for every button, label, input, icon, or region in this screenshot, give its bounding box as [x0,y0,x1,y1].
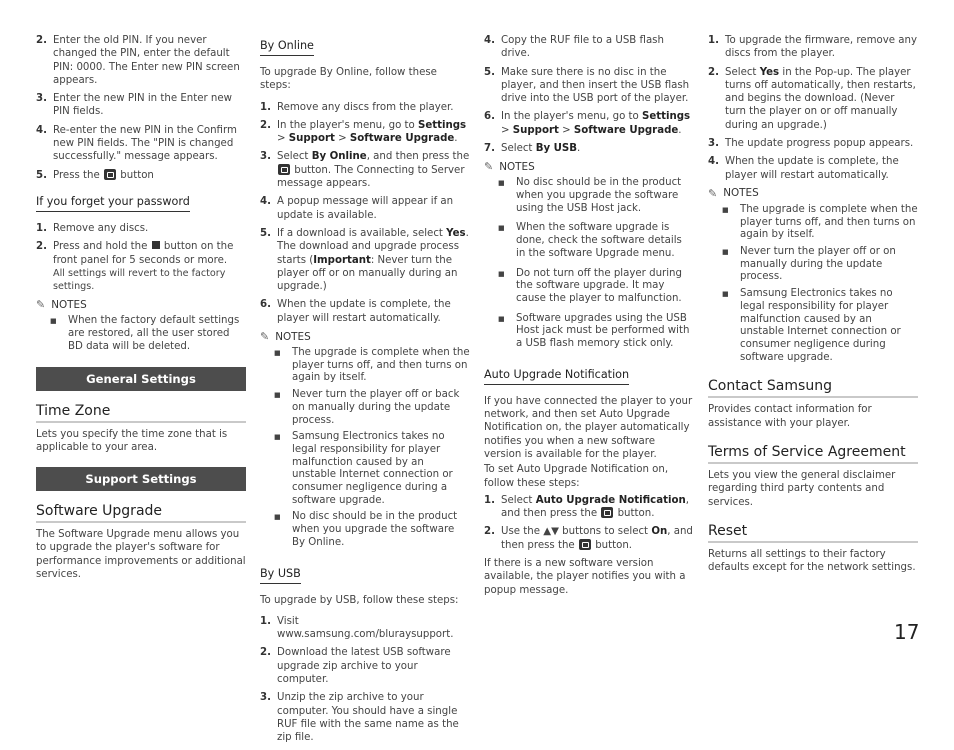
step-text [277,227,470,293]
pencil-icon: ✎ [36,298,46,312]
step-number: 4. [36,124,47,136]
list-item [708,137,918,150]
pencil-icon: ✎ [708,186,718,200]
step-number: 5. [484,66,495,78]
step-text-post: button [120,169,154,181]
forgot-password-heading: If you forget your password [36,195,190,212]
list-item [36,124,246,164]
list-item [484,494,694,521]
terms-heading: Terms of Service Agreement [708,444,918,464]
menu-support: Support [512,124,559,136]
step-number: 5. [36,169,47,181]
list-item [274,511,470,549]
online-steps [260,101,470,325]
step-text: Unzip the zip archive to your computer. You should have a single RUF file with the same name as the zip file. [277,692,459,744]
list-item [36,34,246,87]
note-text: Samsung Electronics takes no legal responsibility for player malfunction caused by an unstable Internet connection or consumer negligence during software upgrade. [740,288,901,363]
notes-list [36,315,246,353]
step-text [53,169,246,182]
bullet-icon: ■ [722,290,729,299]
step-text [725,66,918,132]
step-text: Copy the RUF file to a USB flash drive. [501,35,664,60]
notes-heading [484,160,694,173]
note-text: Do not turn off the player during the software upgrade. It may cause the player to malfunction. [516,267,682,304]
bullet-icon: ■ [274,391,281,400]
note-text: Software upgrades using the USB Host jack must be performed with a USB flash memory stick only. [516,312,690,350]
list-item [498,222,694,260]
list-item [708,155,918,182]
step-text: Re-enter the new PIN in the Confirm new PIN fields. The "PIN is changed successfully." message appears. [53,124,237,163]
note-text: Never turn the player off or back on manually during the update process. [292,389,460,426]
upgrade-steps [708,34,918,182]
stop-button-icon [152,241,160,249]
menu-by-online: By Online [311,151,367,163]
list-item [498,177,694,215]
bullet-icon: ■ [274,349,281,358]
support-settings-bar: Support Settings [36,467,246,491]
page-number: 17 [894,620,920,644]
step-text: Enter the old PIN. If you never changed the PIN, enter the default PIN: 0000. The Enter new PIN screen appears. [53,35,240,86]
list-item [260,227,470,293]
contact-samsung-text: Provides contact information for assistance with your player. [708,404,872,429]
list-item [50,315,246,353]
step-text: Download the latest USB software upgrade zip archive to your computer. [277,647,451,686]
step-number: 3. [36,93,47,105]
step-text-post: button on the front panel for 5 seconds or more. [53,241,234,266]
list-item [36,240,246,293]
step-text: Visit www.samsung.com/bluraysupport. [277,615,454,641]
auto-upgrade-intro: To set Auto Upgrade Notification on, follow these steps: [484,464,669,489]
up-down-arrow-icon: ▲▼ [543,526,559,538]
enter-button-icon [104,169,116,180]
bullet-icon: ■ [498,314,505,323]
bullet-icon: ■ [498,224,505,233]
step-number: 1. [708,35,719,46]
step-number: 3. [260,692,271,704]
notes-list [260,347,470,550]
column-4 [708,34,918,574]
important-label: Important [313,254,371,266]
list-item [274,347,470,385]
step-text: When the update is complete, the player will restart automatically. [277,299,451,324]
list-item [260,150,470,190]
step-number: 4. [260,196,271,208]
contact-samsung-heading: Contact Samsung [708,378,918,398]
notes-heading [260,330,470,343]
step-number: 7. [484,143,495,155]
step-text [53,240,246,293]
note-text: The upgrade is complete when the player turns off, and then turns on again by itself. [740,203,918,241]
notes-heading [36,298,246,311]
list-item [722,246,918,284]
bullet-icon: ■ [498,179,505,188]
usb-steps-continued [484,34,694,155]
step-text-mid: . The download and upgrade process starts ( [277,227,469,266]
list-item [260,195,470,222]
step-number: 1. [260,615,271,627]
notes-list [484,177,694,350]
option-on: On [651,526,668,538]
note-text: Never turn the player off or on manually during the update process. [740,246,896,283]
list-item [484,525,694,552]
list-item [274,389,470,427]
step-text [501,494,694,521]
list-item [260,119,470,146]
list-item [484,66,694,106]
pin-steps [36,34,246,182]
step-text: To upgrade the firmware, remove any discs from the player. [725,35,917,60]
by-online-intro: To upgrade By Online, follow these steps: [260,67,437,92]
list-item [260,615,470,642]
step-text-post: button. [617,508,655,520]
menu-support: Support [288,133,335,145]
bullet-icon: ■ [722,205,729,214]
list-item [36,169,246,182]
step-number: 1. [36,222,47,234]
step-number: 3. [260,151,271,163]
step-text-pre: Use the [501,526,540,538]
list-item [708,66,918,132]
step-text: A popup message will appear if an update is available. [277,196,454,221]
general-settings-bar: General Settings [36,367,246,391]
step-text-mid: buttons to select [562,526,649,538]
bullet-icon: ■ [274,433,281,442]
by-usb-intro: To upgrade by USB, follow these steps: [260,594,459,606]
step-text-pre: Press and hold the [53,241,148,253]
bullet-icon: ■ [274,513,281,522]
menu-settings: Settings [418,119,467,131]
software-upgrade-heading: Software Upgrade [36,503,246,523]
column-2 [260,34,470,750]
step-text-end: . [577,143,581,155]
step-text-pre: Select [501,143,533,155]
step-number: 2. [36,35,47,46]
bullet-icon: ■ [50,317,57,326]
step-number: 2. [708,66,719,78]
step-number: 2. [36,241,47,253]
step-number: 1. [484,494,495,506]
step-text-post: button. The Connecting to Server message appears. [277,164,465,190]
step-text: Remove any discs. [53,222,149,234]
by-usb-heading: By USB [260,567,301,584]
separator: > [338,133,347,145]
separator: > [277,133,286,145]
list-item [498,313,694,351]
list-item [708,34,918,61]
step-number: 6. [260,299,271,311]
step-text [277,119,470,146]
notes-list [708,204,918,364]
note-text: No disc should be in the product when you upgrade the software using the USB Host jack. [516,177,682,214]
step-number: 2. [260,119,271,131]
list-item [36,92,246,119]
bullet-icon: ■ [498,269,505,278]
menu-auto-upgrade-notification: Auto Upgrade Notification [535,494,686,506]
step-number: 5. [260,227,271,239]
forgot-steps [36,222,246,293]
step-number: 4. [484,35,495,46]
time-zone-heading: Time Zone [36,403,246,423]
step-text-end: . [454,133,458,145]
step-number: 2. [260,647,271,659]
auto-steps [484,494,694,552]
step-text: Make sure there is no disc in the player, and then insert the USB flash drive into the USB port of the player. [501,66,690,105]
step-subtext: All settings will revert to the factory settings. [53,267,226,293]
menu-software-upgrade: Software Upgrade [573,124,679,136]
reset-text: Returns all settings to their factory defaults except for the network settings. [708,548,916,574]
note-text: No disc should be in the product when you upgrade the software By Online. [292,511,458,548]
list-item [722,204,918,242]
option-yes: Yes [759,66,780,78]
by-online-heading: By Online [260,39,314,56]
enter-button-icon [579,539,591,550]
step-text-post: button. [595,539,633,551]
list-item [484,110,694,137]
list-item [498,268,694,306]
notes-label: NOTES [723,187,759,200]
step-text: Enter the new PIN in the Enter new PIN fields. [53,93,232,118]
notes-label: NOTES [499,160,535,173]
step-number: 1. [260,101,271,113]
bullet-icon: ■ [722,248,729,257]
step-text-post: in the Pop-up. The player turns off automatically, then restarts, and begins the download. (Never turn the player on or off manually during an upgrade.) [725,66,916,131]
step-text-pre: Select [277,151,309,163]
separator: > [562,124,571,136]
step-text-pre: If a download is available, select [277,227,443,239]
column-3 [484,34,694,597]
terms-text: Lets you view the general disclaimer regarding third party contents and services. [708,470,896,508]
separator: > [501,124,510,136]
column-1 [36,34,246,581]
notes-label: NOTES [275,330,311,343]
auto-upgrade-result: If there is a new software version available, the player notifies you with a popup message. [484,558,686,596]
list-item [36,222,246,235]
step-number: 4. [708,156,719,168]
software-upgrade-text: The Software Upgrade menu allows you to upgrade the player's software for performance improvements or additional services. [36,529,246,581]
menu-settings: Settings [642,111,691,123]
auto-upgrade-text: If you have connected the player to your network, and then set Auto Upgrade Notification on, the player automatically notifies you when a new software version is available for the player. [484,395,693,460]
step-text-end: . [678,124,682,136]
step-text: The update progress popup appears. [725,138,914,150]
step-text [277,150,470,190]
step-text [501,110,694,137]
notes-heading [708,187,918,200]
step-text-mid: , and then press the [501,494,689,520]
list-item [260,298,470,325]
step-text-mid: , and then press the [366,151,470,163]
enter-button-icon [278,164,290,175]
note-text: When the factory default settings are restored, all the user stored BD data will be deleted. [68,315,240,352]
list-item [260,646,470,686]
auto-upgrade-heading: Auto Upgrade Notification [484,368,629,385]
note-text: The upgrade is complete when the player turns off, and then turns on again by itself. [292,347,470,384]
list-item [484,142,694,155]
step-text-mid: , and then press the [501,526,693,551]
step-text: When the update is complete, the player will restart automatically. [725,156,899,181]
notes-label: NOTES [51,298,87,311]
note-text: Samsung Electronics takes no legal responsibility for player malfunction caused by an unstable Internet connection or consumer negligence during a software upgrade. [292,431,453,506]
list-item [260,101,470,114]
usb-steps [260,615,470,745]
step-text-pre: Select [501,494,533,506]
menu-software-upgrade: Software Upgrade [349,133,455,145]
reset-heading: Reset [708,523,918,543]
list-item [274,431,470,507]
list-item [484,34,694,61]
step-text-pre: Press the [53,169,100,181]
option-yes: Yes [446,227,466,239]
step-number: 2. [484,526,495,538]
step-number: 3. [708,138,719,150]
step-text [501,525,694,552]
step-text: Remove any discs from the player. [277,101,454,113]
pencil-icon: ✎ [484,160,494,174]
step-text-pre: In the player's menu, go to [277,119,415,131]
step-text-post: : Never turn the player off or on manually during an upgrade.) [277,254,458,293]
menu-by-usb: By USB [535,143,578,155]
enter-button-icon [601,507,613,518]
step-text [501,142,694,155]
note-text: When the software upgrade is done, check the software details in the software Upgrade menu. [516,222,682,259]
time-zone-text: Lets you specify the time zone that is applicable to your area. [36,428,228,453]
pencil-icon: ✎ [260,330,270,344]
step-text-pre: In the player's menu, go to [501,111,639,123]
step-number: 6. [484,111,495,123]
list-item [722,288,918,364]
list-item [260,691,470,744]
step-text-pre: Select [725,66,757,78]
